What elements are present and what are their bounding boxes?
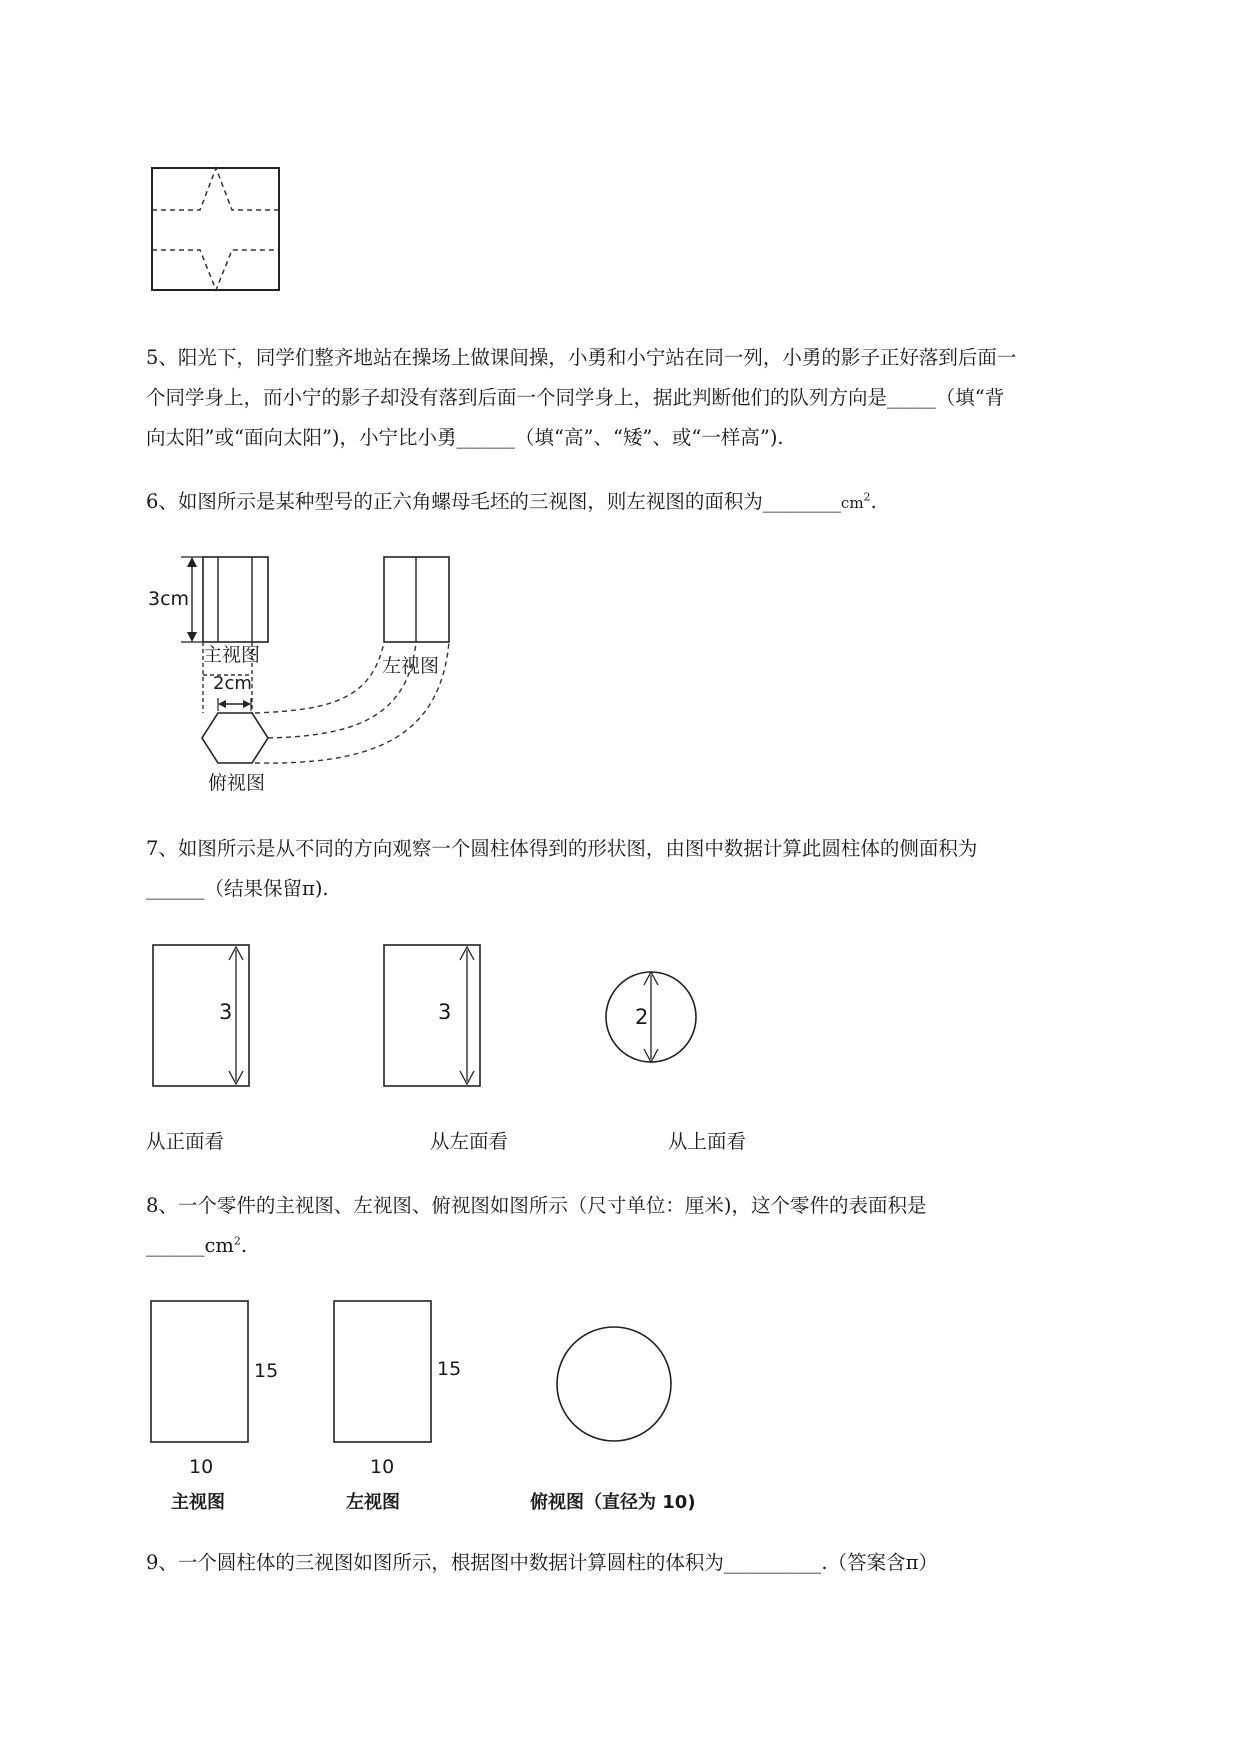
q5-line-2: 个同学身上，而小宁的影子却没有落到后面一个同学身上，据此判断他们的队列方向是_____（填“背 [146, 386, 1005, 409]
q5-line-3: 向太阳”或“面向太阳”)，小宁比小勇______（填“高”、“矮”、或“一样高”). [146, 426, 784, 449]
q8-tail: . [240, 1234, 248, 1257]
q6-tail: . [870, 490, 877, 513]
dim-top-2: 2 [635, 1005, 649, 1029]
label-2cm: 2cm [213, 673, 252, 694]
q8-blank-unit: ______cm [146, 1234, 234, 1257]
dim-height-left: 15 [437, 1358, 462, 1380]
q6-unit-sup: 2 [863, 490, 871, 504]
q6-statement: 6、如图所示是某种型号的正六角螺母毛坯的三视图，则左视图的面积为________ [146, 490, 841, 513]
caption-front-view: 主视图 [171, 1492, 225, 1513]
dim-front-3: 3 [219, 1000, 233, 1024]
caption-front: 从正面看 [146, 1130, 225, 1153]
label-left-view: 左视图 [382, 655, 440, 677]
q8-unit-sup: 2 [233, 1234, 241, 1248]
q6-unit: cm [840, 494, 864, 512]
dim-width-front: 10 [189, 1456, 214, 1478]
dim-width-left: 10 [370, 1456, 395, 1478]
q7-line-2: ______（结果保留π). [146, 877, 329, 900]
q5-line-1: 5、阳光下，同学们整齐地站在操场上做课间操，小勇和小宁站在同一列，小勇的影子正好落到后面一 [146, 346, 1017, 369]
dim-left-3: 3 [438, 1000, 452, 1024]
caption-top-view: 俯视图（直径为 10) [530, 1492, 696, 1513]
q7-line-1: 7、如图所示是从不同的方向观察一个圆柱体得到的形状图，由图中数据计算此圆柱体的侧面积为 [146, 837, 978, 860]
caption-left-view: 左视图 [346, 1492, 400, 1513]
dim-height-front: 15 [254, 1360, 279, 1382]
question-9: 9、一个圆柱体的三视图如图所示，根据图中数据计算圆柱的体积为__________.（答案含π） [146, 1551, 938, 1574]
q8-line-1: 8、一个零件的主视图、左视图、俯视图如图所示（尺寸单位：厘米)，这个零件的表面积是 [146, 1194, 927, 1217]
label-3cm: 3cm [148, 588, 190, 610]
caption-top: 从上面看 [668, 1130, 747, 1153]
caption-left: 从左面看 [430, 1130, 509, 1153]
label-front-view: 主视图 [203, 644, 261, 666]
label-top-view: 俯视图 [208, 772, 266, 794]
